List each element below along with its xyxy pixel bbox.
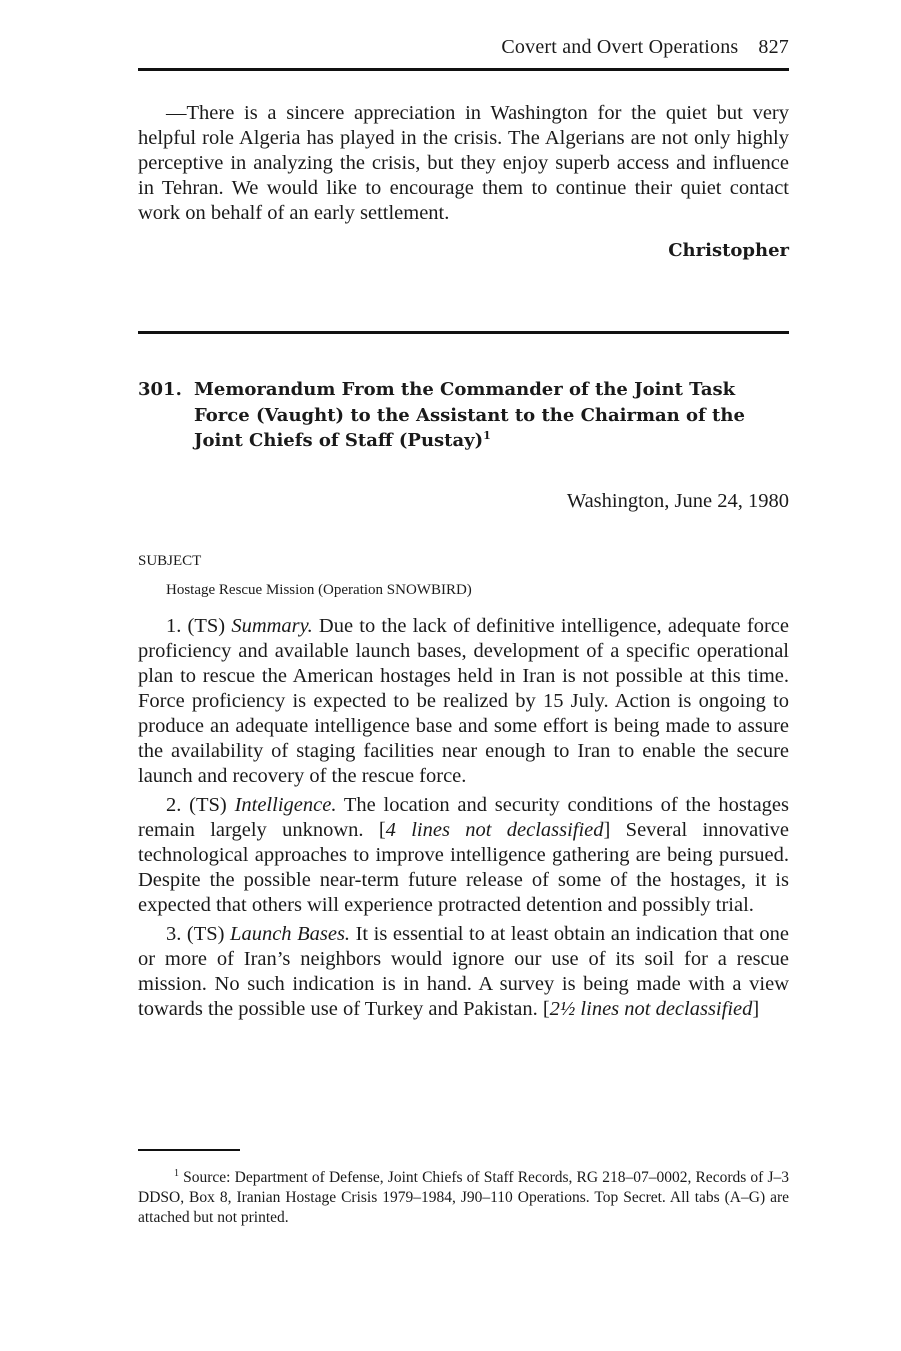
header-rule xyxy=(138,68,789,71)
memo-body xyxy=(138,614,789,1026)
footnote xyxy=(138,1164,789,1228)
document-heading xyxy=(138,377,789,454)
document-title: Memorandum From the Commander of the Joint Task Force (Vaught) to the Assistant to the Chairman of the Joint Chiefs of Staff (Pustay) xyxy=(194,379,745,451)
dateline: Washington, June 24, 1980 xyxy=(566,490,789,512)
para-lead: 1. (TS) xyxy=(166,615,232,637)
para-lead: 2. (TS) xyxy=(166,794,235,816)
document-title-wrap xyxy=(194,377,789,454)
footnote-ref[interactable]: 1 xyxy=(483,429,491,442)
footnote-marker: 1 xyxy=(174,1168,179,1179)
para-text: ] xyxy=(752,998,760,1020)
para-text: It is essential to at least obtain an indication that one or more of Iran’s neighbors would ignore our use of its soil for a rescue mission. No such indication is in hand. A survey is being made with a view towards the possible use of Turkey and Pakistan. [ xyxy=(138,923,790,1020)
running-title: Covert and Overt Operations xyxy=(501,36,739,58)
document-number: 301. xyxy=(138,379,182,400)
closing-paragraph: —There is a sincere appreciation in Washington for the quiet but very helpful role Algeria has played in the crisis. The Algerians are not only highly perceptive in analyzing the crisis, but they enjoy superb access and influence in Tehran. We would like to encourage them to continue their quiet contact work on behalf of an early settlement. xyxy=(138,102,789,224)
redaction-note: 2½ lines not declassified xyxy=(549,998,753,1020)
para-heading: Summary. xyxy=(231,615,313,637)
subject-label: SUBJECT xyxy=(138,553,202,569)
signature: Christopher xyxy=(668,240,789,261)
subject-text: Hostage Rescue Mission (Operation SNOWBIRD) xyxy=(166,582,472,598)
para-text: The location and security conditions of the hostages remain largely unknown. [ xyxy=(138,794,790,841)
footnote-rule xyxy=(138,1149,240,1151)
para-lead: 3. (TS) xyxy=(166,923,231,945)
para-heading: Launch Bases. xyxy=(230,923,351,945)
memo-paragraph-1 xyxy=(138,614,789,789)
para-text: ] Several innovative technological approaches to improve intelligence gathering are being pursued. Despite the possible near-term future release of some of the hostages, it is expected that others will experience protracted detention and possibly trial. xyxy=(138,819,789,916)
closing-block xyxy=(138,101,789,226)
section-divider xyxy=(138,331,789,334)
para-heading: Intelligence. xyxy=(234,794,337,816)
running-header xyxy=(501,36,789,59)
footnote-text: Source: Department of Defense, Joint Chiefs of Staff Records, RG 218–07–0002, Records of J–3 DDSO, Box 8, Iranian Hostage Crisis 1979–1984, J90–110 Operations. Top Secret. All tabs (A–G) are attached but not printed. xyxy=(138,1169,789,1227)
redaction-note: 4 lines not declassified xyxy=(385,819,604,841)
memo-paragraph-3 xyxy=(138,922,789,1022)
para-text: Due to the lack of definitive intelligence, adequate force proficiency and available launch bases, development of a specific operational plan to rescue the American hostages held in Iran is not possible at this time. Force proficiency is expected to be realized by 15 July. Action is ongoing to produce an adequate intelligence base and some effort is being made to assure the availability of staging facilities near enough to Iran to enable the secure launch and recovery of the rescue force. xyxy=(138,615,789,787)
memo-paragraph-2 xyxy=(138,793,789,918)
page-number: 827 xyxy=(758,36,789,58)
